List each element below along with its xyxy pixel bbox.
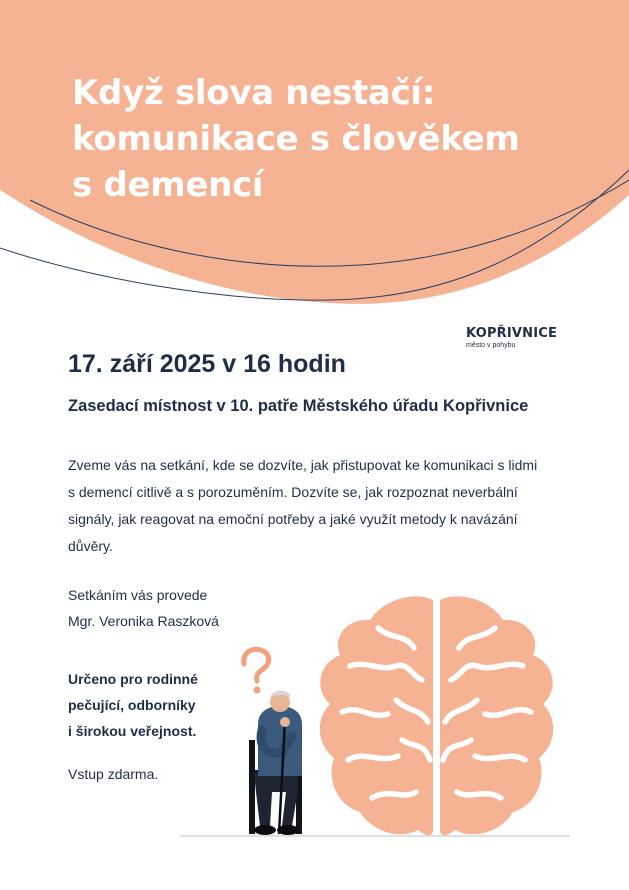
title-line-1: Když slova nestačí: bbox=[72, 73, 436, 113]
title-line-2: komunikace s člověkem bbox=[72, 119, 520, 159]
lector-line-2: Mgr. Veronika Raszková bbox=[68, 613, 219, 629]
question-mark-icon bbox=[244, 649, 269, 693]
audience-line-1: Určeno pro rodinné bbox=[68, 671, 198, 687]
logo-tagline: město v pohybu bbox=[466, 342, 516, 349]
trousers bbox=[254, 772, 298, 826]
lector-line-1: Setkáním vás provede bbox=[68, 587, 208, 603]
event-description: Zveme vás na setkání, kde se dozvíte, jak přistupovat ke komunikaci s lidmi s demencí citlivě a s porozuměním. Dozvíte se, jak rozpoznat neverbální signály, jak reagovat na emoční potřeby a jaké využít metody k navázání důvěry. bbox=[68, 457, 538, 554]
brain-icon bbox=[320, 596, 553, 835]
title-line-3: s demencí bbox=[72, 165, 264, 205]
admission-info: Vstup zdarma. bbox=[68, 766, 159, 782]
audience-line-2: pečující, odborníky bbox=[68, 697, 196, 713]
seated-elderly-man bbox=[249, 691, 302, 836]
audience-line-3: i širokou veřejnost. bbox=[68, 723, 197, 739]
event-date: 17. září 2025 v 16 hodin bbox=[68, 350, 346, 378]
logo-name: KOPŘIVNICE bbox=[466, 326, 558, 341]
event-location: Zasedací místnost v 10. patře Městského úřadu Kopřivnice bbox=[68, 397, 529, 415]
